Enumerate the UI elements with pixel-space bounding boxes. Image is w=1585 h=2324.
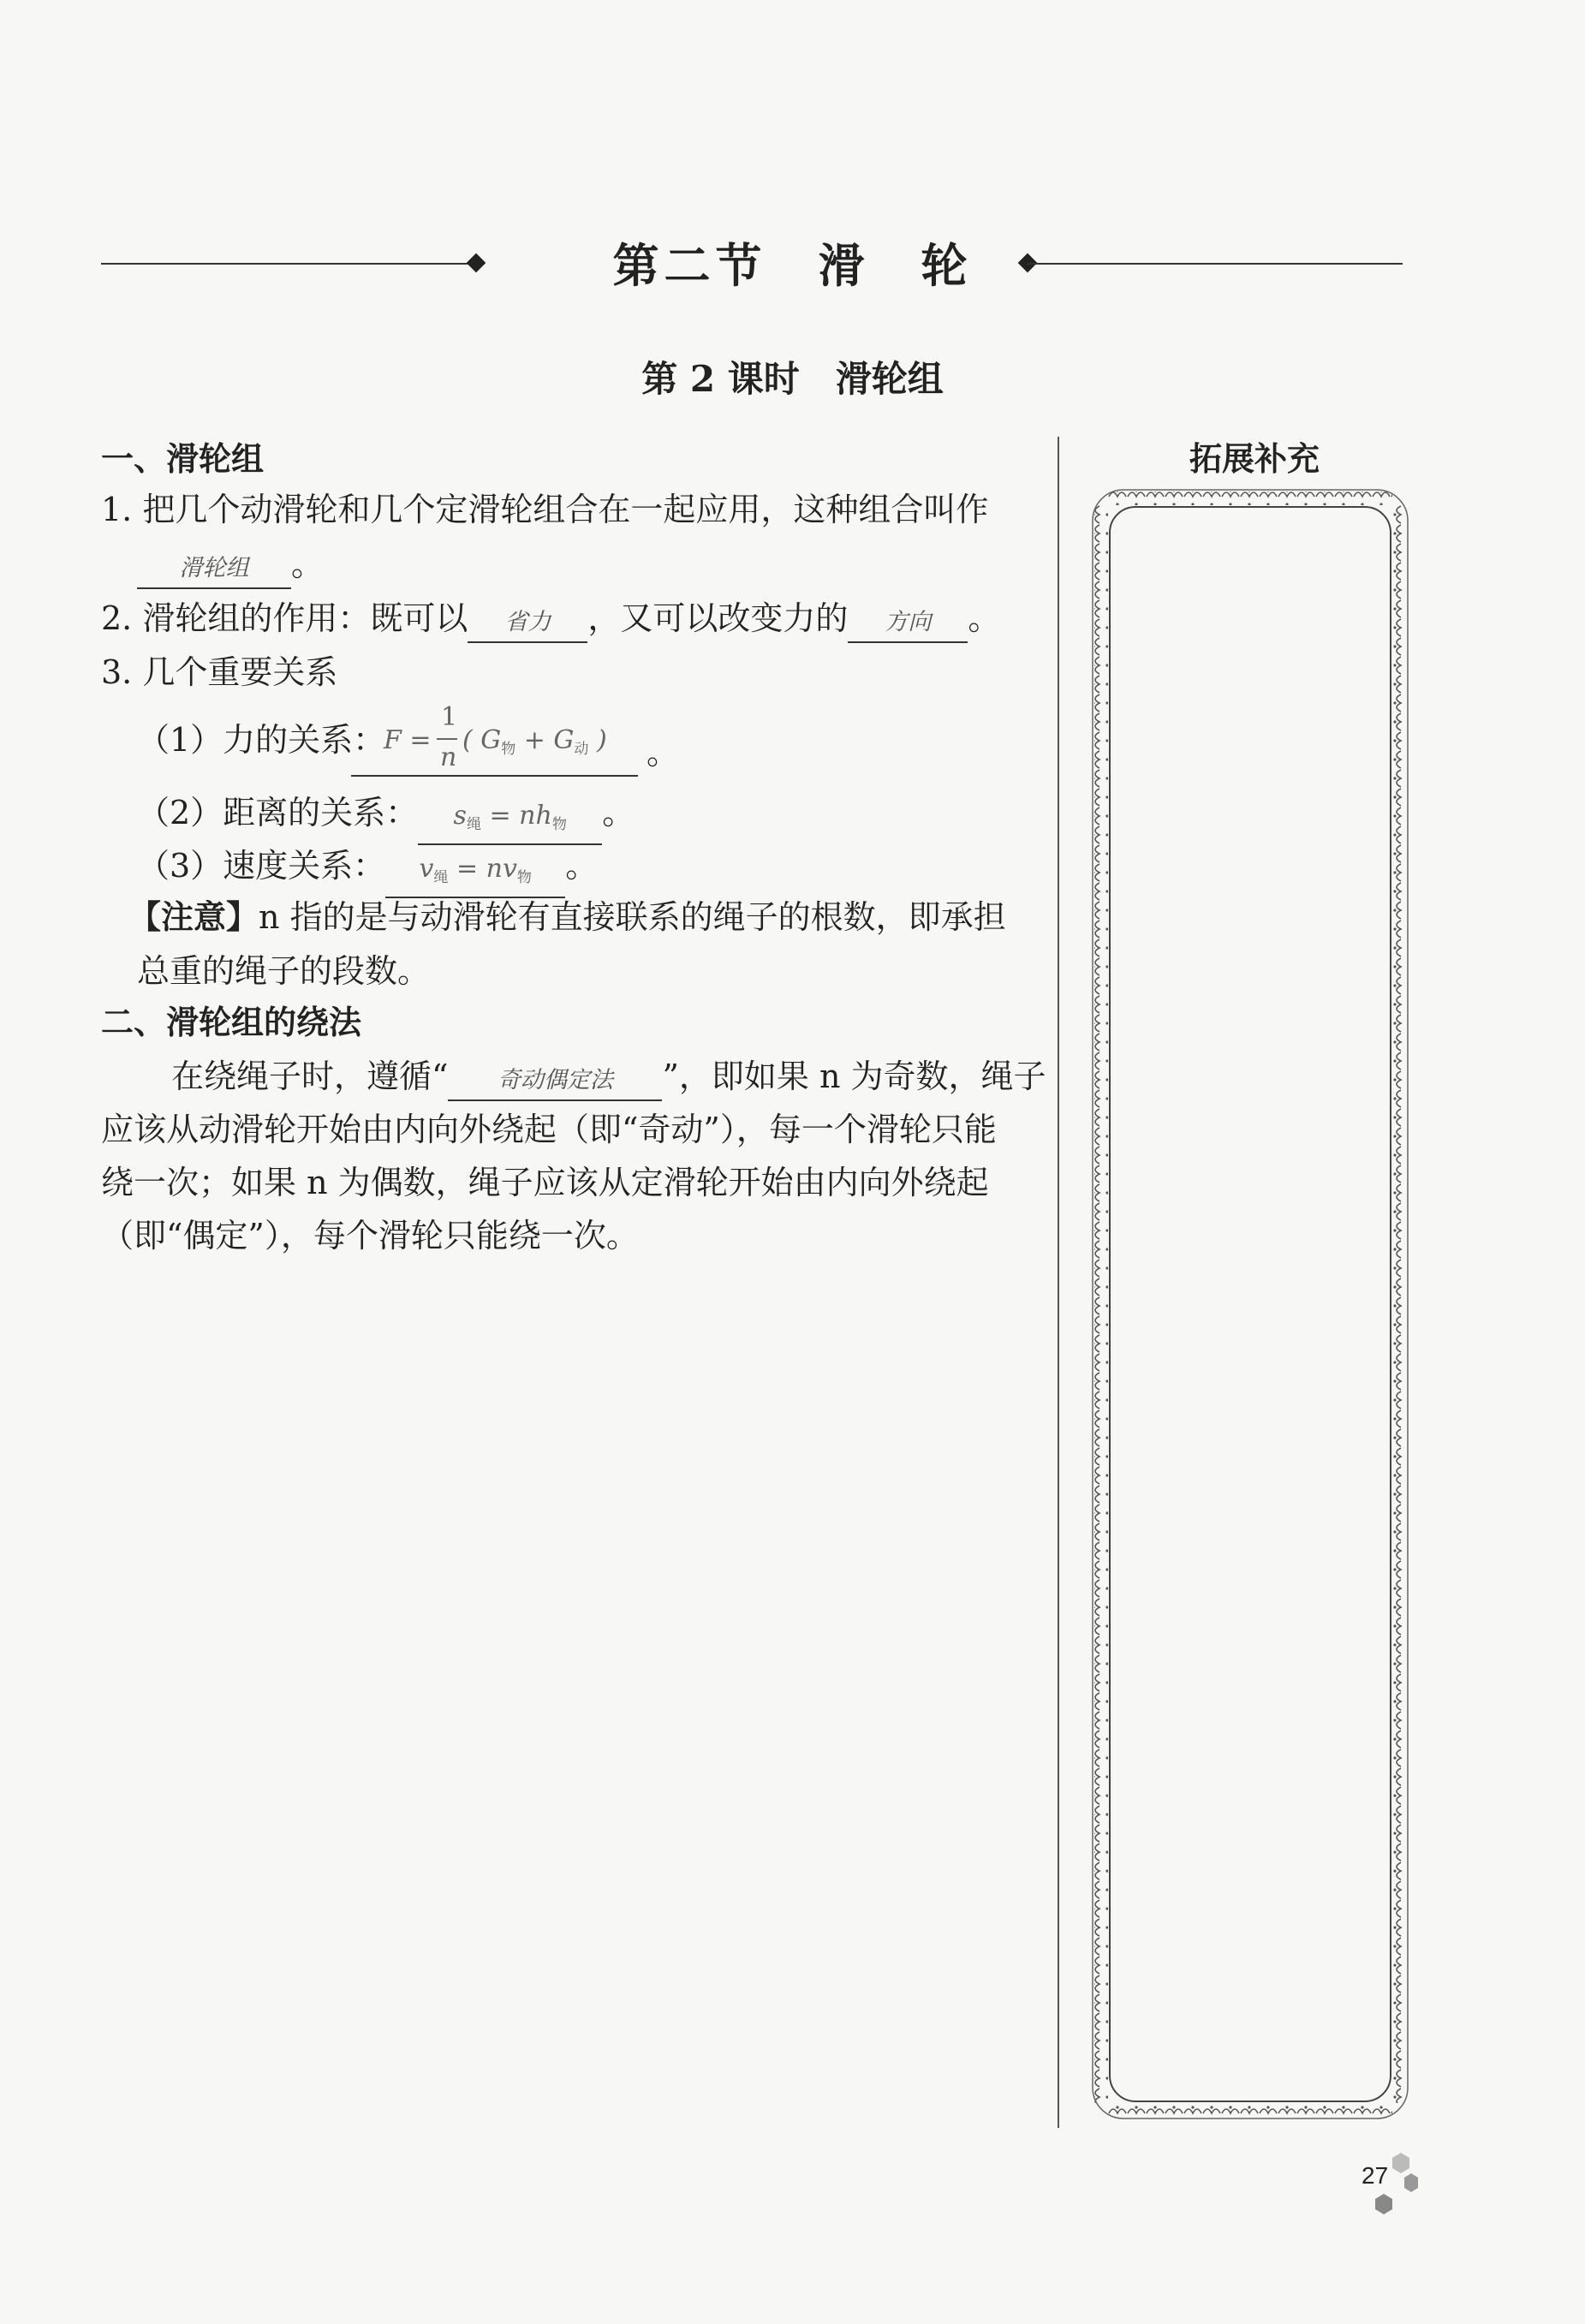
question-2: [101, 593, 1000, 643]
fraction-bar: [437, 738, 457, 740]
relation-2-end: 。: [602, 794, 635, 831]
relation-3-blank: [385, 850, 565, 898]
section2-heading: 二、滑轮组的绕法: [101, 1004, 362, 1041]
q2-end: 。: [968, 599, 1001, 637]
relation-3-label: （3）速度关系：: [137, 847, 386, 885]
r2-nh: = nh: [480, 801, 552, 831]
paragraph-line-3: 绕一次；如果 n 为偶数，绳子应该从定滑轮开始由内向外绕起: [101, 1164, 989, 1201]
formula-denominator: n: [440, 742, 457, 772]
r2-s: s: [453, 801, 467, 831]
paragraph-a2: ”，即如果 n 为奇数，绳子: [662, 1058, 1046, 1095]
q2-text-b: ，又可以改变力的: [587, 599, 849, 637]
paragraph-line-1: [171, 1052, 1046, 1101]
sidebar-ornamental-frame: [1089, 486, 1411, 2122]
r3-sub-wu: 物: [516, 869, 532, 886]
relation-2-label: （2）距离的关系：: [137, 794, 419, 831]
relation-1-label: （1）力的关系：: [137, 721, 386, 759]
relation-3-end: 。: [565, 847, 599, 885]
formula-plus-g: + G: [515, 725, 575, 755]
page-number: 27: [1362, 2162, 1389, 2189]
formula-sub-wu: 物: [501, 741, 516, 758]
note-tag: 【注意】: [128, 898, 259, 936]
relation-2: [137, 788, 635, 845]
paragraph-line-2: 应该从动滑轮开始由内向外绕起（即“奇动”），每一个滑轮只能: [101, 1111, 997, 1148]
relation-2-blank: [418, 797, 602, 845]
q2-text-a: 2. 滑轮组的作用：既可以: [101, 599, 468, 637]
formula-g-open: ( G: [462, 725, 502, 755]
q1-text: 1. 把几个动滑轮和几个定滑轮组合在一起应用，这种组合叫作: [101, 491, 989, 528]
r3-sub-sheng: 绳: [433, 869, 449, 886]
r3-nv: = nv: [448, 854, 517, 884]
column-divider: [1058, 437, 1059, 2128]
formula-paren: [462, 725, 607, 758]
formula-f-eq: F =: [384, 725, 432, 755]
formula-close: ): [588, 725, 607, 755]
note-line-2: 总重的绳子的段数。: [137, 952, 431, 990]
relation-3: [137, 841, 598, 898]
section1-heading: 一、滑轮组: [101, 440, 265, 478]
r2-sub-sheng: 绳: [466, 816, 481, 833]
lesson-subtitle: 第 2 课时 滑轮组: [641, 358, 944, 400]
q1-answer-blank: 滑轮组: [137, 550, 291, 589]
note-text-a: n 指的是与动滑轮有直接联系的绳子的根数，即承担: [259, 898, 1006, 936]
paragraph-answer-blank: 奇动偶定法: [448, 1062, 662, 1101]
relation-1-end: 。: [647, 734, 680, 772]
q2-answer-b-blank: 方向: [848, 604, 968, 643]
q1-end: 。: [291, 545, 325, 583]
paragraph-a1: 在绕绳子时，遵循“: [171, 1058, 449, 1095]
sidebar-title: 拓展补充: [1189, 440, 1320, 478]
r3-v: v: [419, 854, 434, 884]
question-1: [101, 485, 988, 534]
q2-answer-a-blank: 省力: [468, 604, 587, 643]
question-3: 3. 几个重要关系: [101, 653, 338, 691]
paragraph-line-4: （即“偶定”），每个滑轮只能绕一次。: [101, 1217, 639, 1254]
relation-1-formula: [351, 702, 638, 777]
formula-sub-dong: 动: [574, 741, 589, 758]
hexagon-decoration-icon: [1367, 2149, 1418, 2218]
question-1-answer-line: [137, 539, 324, 589]
relation-1: [137, 715, 385, 765]
r2-sub-wu: 物: [551, 816, 567, 833]
formula-numerator: 1: [441, 702, 458, 732]
note-line-1: [128, 892, 1006, 942]
section-title: 第二节 滑 轮: [612, 238, 973, 293]
